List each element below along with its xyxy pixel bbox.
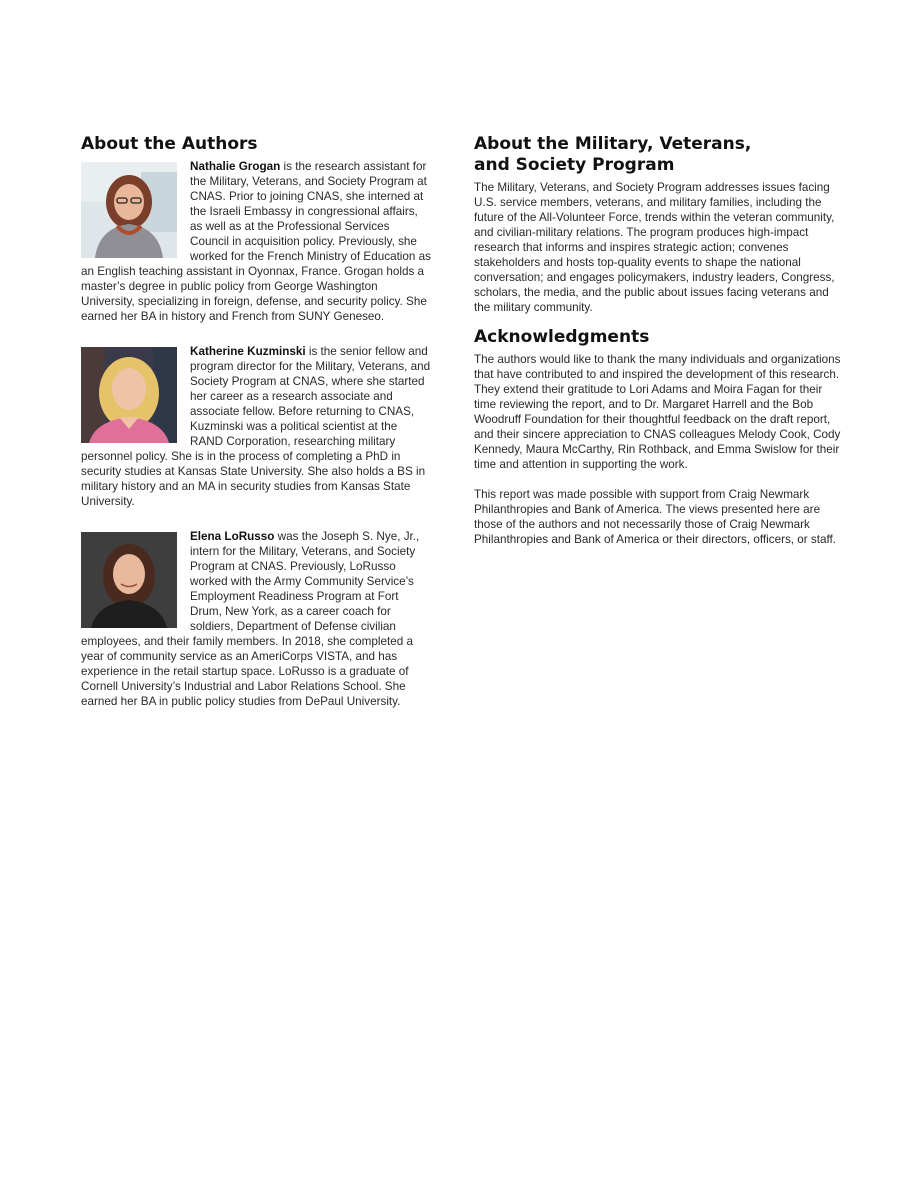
- program-column: [474, 134, 844, 547]
- author-bio-body: is the senior fellow and program director for the Military, Veterans, and Society Program at CNAS, where she started her career as a research associate and associate fellow. Before returning to CNAS, Kuzminski was a political scientist at the RAND Corporation, researching military personnel policy. She is in the process of completing a PhD in security studies at Kansas State University. She also holds a BS in military history and an MA in security studies from Kansas State University.: [81, 345, 431, 508]
- program-heading: About the Military, Veterans, and Society Program: [474, 134, 752, 175]
- about-authors-heading: About the Authors: [81, 134, 258, 154]
- support-statement: This report was made possible with support from Craig Newmark Philanthropies and Bank of America. The views presented here are those of the authors and not necessarily those of Craig Newmark Philanthropies and Bank of America or their directors, officers, or staff.: [474, 488, 837, 546]
- author-name: Elena LoRusso: [190, 530, 275, 543]
- author-bio-body: was the Joseph S. Nye, Jr., intern for the Military, Veterans, and Society Program at CNAS. Previously, LoRusso worked with the Army Community Service’s Employment Readiness Program at Fort Drum, New York, as a career coach for soldiers, Department of Defense civilian employees, and their family members. In 2018, she completed a year of community service as an AmeriCorps VISTA, and has experience in the retail startup space. LoRusso is a graduate of Cornell University’s Industrial and Labor Relations School. She earned her BA in public policy studies from DePaul University.: [81, 530, 420, 708]
- acknowledgments-heading: Acknowledgments: [474, 327, 650, 347]
- author-bio-kuzminski: [81, 344, 431, 509]
- author-bio-lorusso: [81, 529, 431, 709]
- author-photo-lorusso: [81, 532, 177, 628]
- author-name: Nathalie Grogan: [190, 160, 281, 173]
- author-name: Katherine Kuzminski: [190, 345, 306, 358]
- acknowledgments-text: The authors would like to thank the many individuals and organizations that have contributed to and inspired the development of this research. They extend their gratitude to Lori Adams and Moira Fagan for their time reviewing the report, and to Dr. Margaret Harrell and the Bob Woodruff Foundation for their thoughtful feedback on the draft report, and their sincere appreciation to CNAS colleagues Melody Cook, Cody Kennedy, Maura McCarthy, Rin Rothback, and Emma Swislow for their time and attention in supporting the work.: [474, 353, 841, 471]
- program-description: The Military, Veterans, and Society Program addresses issues facing U.S. service members, veterans, and military families, including the future of the All-Volunteer Force, trends within the veteran community, and civilian-military relations. The program produces high-impact research that informs and inspires strategic action; convenes stakeholders and hosts top-quality events to shape the national conversation; and engages policymakers, industry leaders, Congress, scholars, the media, and the public about issues facing veterans and the military community.: [474, 181, 835, 314]
- about-authors-column: [81, 134, 431, 729]
- author-bio-grogan: [81, 159, 431, 324]
- author-photo-grogan: [81, 162, 177, 258]
- author-photo-kuzminski: [81, 347, 177, 443]
- author-bio-body: is the research assistant for the Military, Veterans, and Society Program at CNAS. Prior to joining CNAS, she interned at the Israeli Embassy in congressional affairs, as well as at the Professional Services Council in acquisition policy. Previously, she worked for the French Ministry of Education as an English teaching assistant in Oyonnax, France. Grogan holds a master’s degree in public policy from George Washington University, specializing in foreign, defense, and security policy. She earned her BA in history and French from SUNY Geneseo.: [81, 160, 431, 323]
